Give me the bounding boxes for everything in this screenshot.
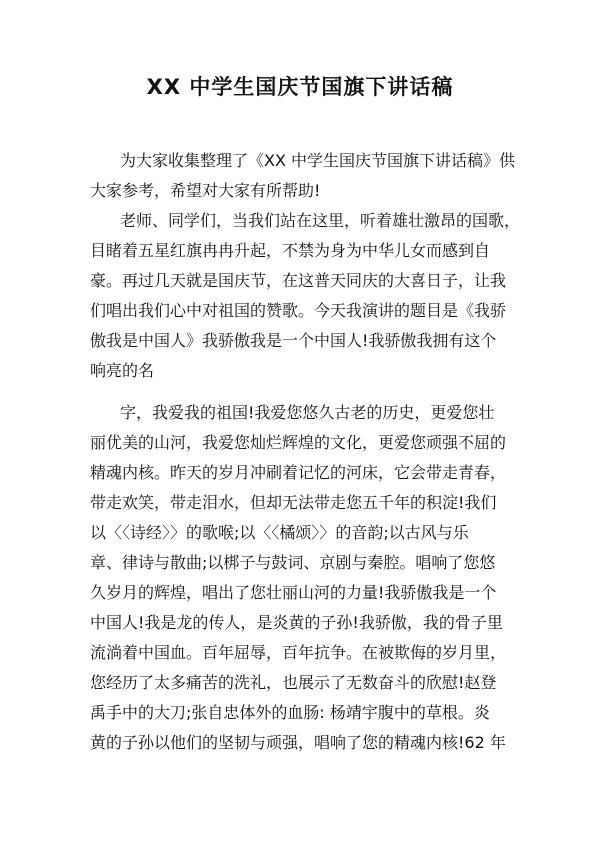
text-line: 流淌着中国血。百年屈辱，百年抗争。在被欺侮的岁月里， <box>90 643 507 662</box>
text-line: 丽优美的山河，我爱您灿烂辉煌的文化，更爱您顽强不屈的 <box>90 433 507 452</box>
text-line: 字，我爱我的祖国!我爱您悠久古老的历史，更爱您壮 <box>120 403 495 422</box>
text-line: 响亮的名 <box>90 361 155 380</box>
text-line: 为大家收集整理了《XX 中学生国庆节国旗下讲话稿》供 <box>120 151 516 170</box>
text-line: 章、律诗与散曲;以梆子与鼓词、京剧与秦腔。唱响了您悠 <box>90 553 496 572</box>
text-line: 以〈〈诗经〉〉的歌喉;以〈〈橘颂〉〉的音韵;以古风与乐 <box>90 523 469 542</box>
text-line: 目睹着五星红旗冉冉升起，不禁为身为中华儿女而感到自 <box>90 241 491 260</box>
text-line: 们唱出我们心中对祖国的赞歌。今天我演讲的题目是《我骄 <box>90 301 507 320</box>
text-line: 带走欢笑，带走泪水，但却无法带走您五千年的积淀!我们 <box>90 493 497 512</box>
document-title: XX 中学生国庆节国旗下讲话稿 <box>146 75 454 99</box>
text-line: 中国人!我是龙的传人，是炎黄的子孙!我骄傲，我的骨子里 <box>90 613 503 632</box>
text-line: 精魂内核。昨天的岁月冲刷着记忆的河床，它会带走青春， <box>90 463 507 482</box>
text-line: 您经历了太多痛苦的洗礼，也展示了无数奋斗的欣慰!赵登 <box>90 673 497 692</box>
text-line: 傲我是中国人》我骄傲我是一个中国人!我骄傲我拥有这个 <box>90 331 497 350</box>
text-line: 黄的子孙以他们的坚韧与顽强，唱响了您的精魂内核!62 年 <box>90 733 506 752</box>
text-line: 豪。再过几天就是国庆节，在这普天同庆的大喜日子，让我 <box>90 271 507 290</box>
text-line: 久岁月的辉煌，唱出了您壮丽山河的力量!我骄傲我是一个 <box>90 583 497 602</box>
text-line: 禹手中的大刀;张自忠体外的血肠: 杨靖宇腹中的草根。炎 <box>90 703 490 722</box>
text-line: 大家参考，希望对大家有所帮助! <box>90 181 321 200</box>
text-line: 老师、同学们，当我们站在这里，听着雄壮激昂的国歌， <box>120 211 521 230</box>
